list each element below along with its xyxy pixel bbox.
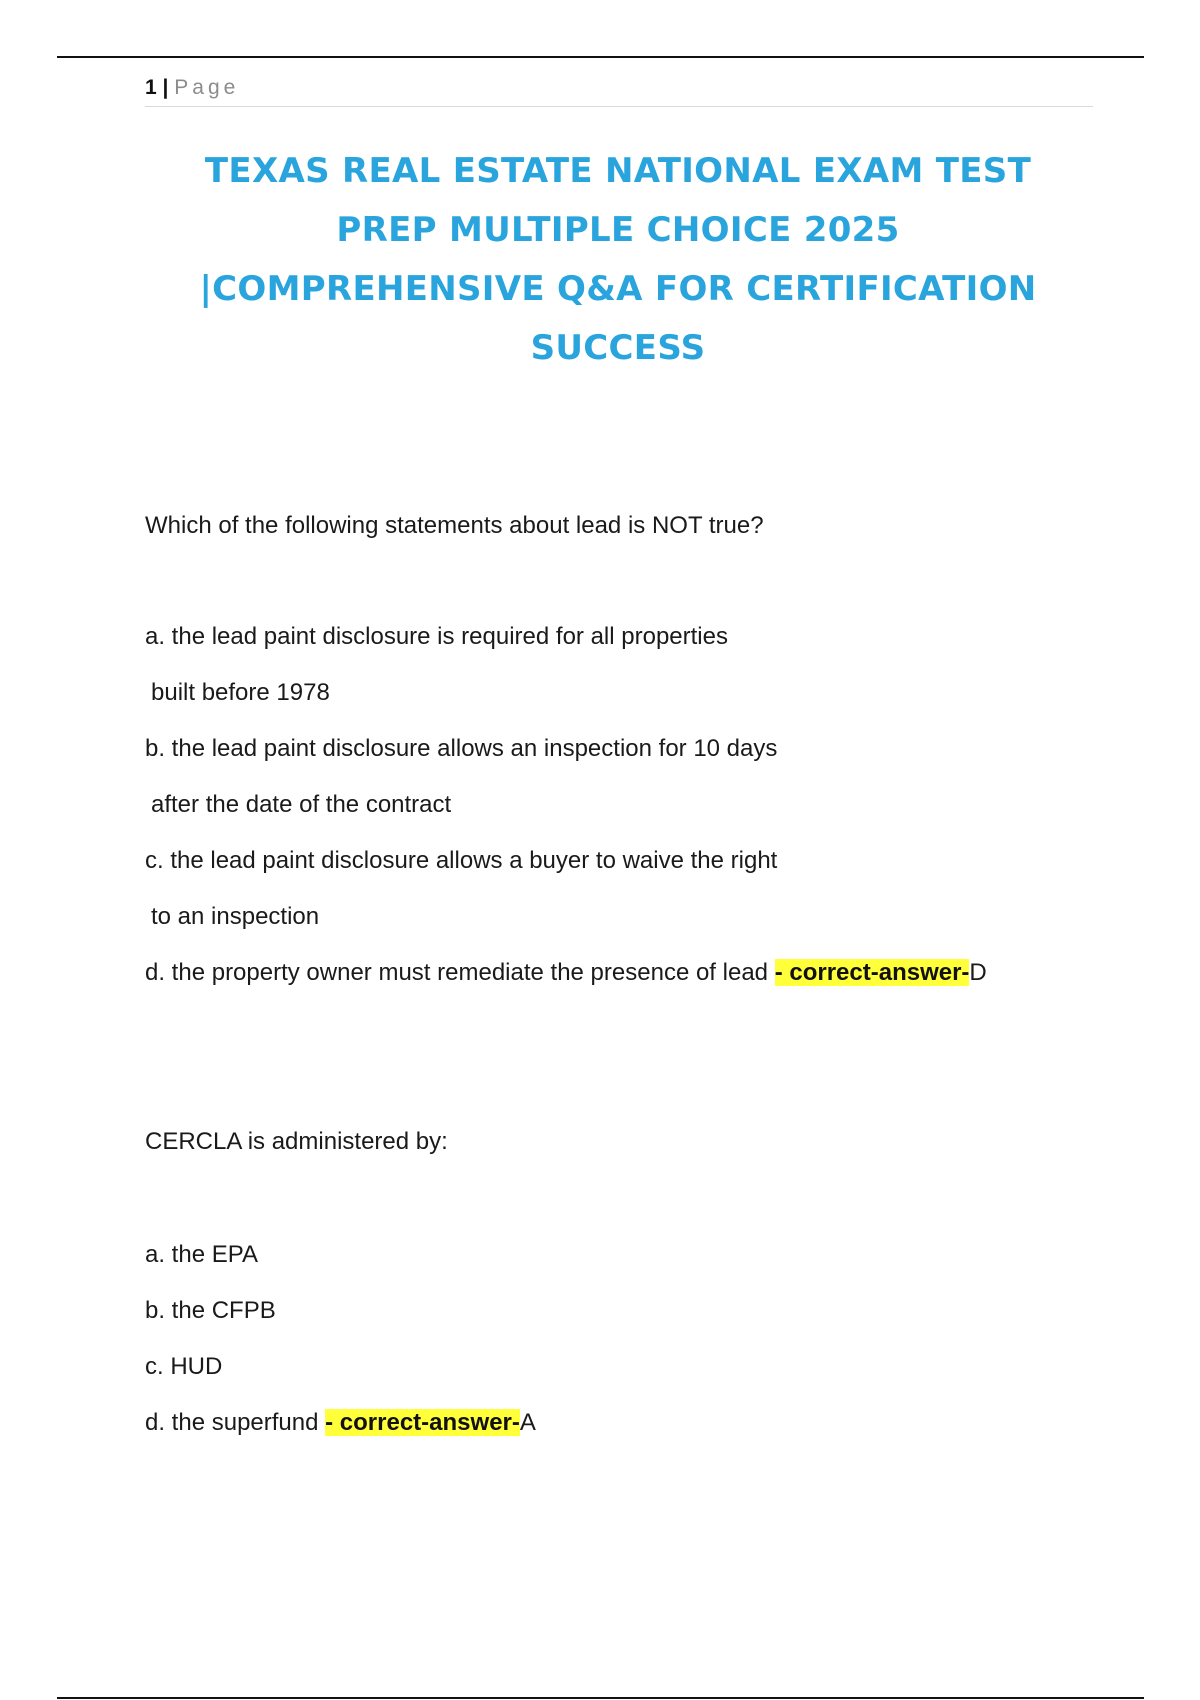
question-2-options: [145, 1238, 1125, 1462]
title-line: TEXAS REAL ESTATE NATIONAL EXAM TEST: [204, 151, 1032, 191]
answer-letter: A: [519, 1409, 536, 1436]
option-a: a. the EPA: [145, 1241, 258, 1268]
option-b: b. the CFPB: [145, 1297, 276, 1324]
option-c-continued: to an inspection: [151, 903, 320, 930]
title-line: SUCCESS: [530, 328, 706, 368]
title-line: PREP MULTIPLE CHOICE 2025: [336, 210, 900, 250]
bottom-rule: [57, 1697, 1144, 1699]
answer-letter: D: [969, 959, 987, 986]
question-text: Which of the following statements about lead is NOT true?: [145, 512, 764, 539]
option-d: d. the superfund - correct-answer-A: [145, 1409, 536, 1436]
option-b: b. the lead paint disclosure allows an inspection for 10 days: [145, 735, 778, 762]
option-c: c. the lead paint disclosure allows a buyer to waive the right: [145, 847, 778, 874]
option-b-continued: after the date of the contract: [151, 791, 452, 818]
page-number: 1: [145, 76, 157, 99]
top-rule: [57, 56, 1144, 58]
option-c: c. HUD: [145, 1353, 223, 1380]
option-d: d. the property owner must remediate the presence of lead - correct-answer-D: [145, 959, 987, 986]
option-a: a. the lead paint disclosure is required for all properties: [145, 623, 728, 650]
question-1-text: [145, 512, 1125, 540]
correct-answer-highlight: - correct-answer-: [325, 1409, 520, 1436]
page-label: Page: [174, 76, 240, 99]
option-a-continued: built before 1978: [151, 679, 330, 706]
document-title: [120, 142, 1116, 378]
question-1-options: [145, 620, 1125, 1012]
question-2-text: [145, 1128, 1125, 1156]
page-separator: |: [162, 76, 169, 99]
page-header: [145, 74, 1093, 107]
title-line: |COMPREHENSIVE Q&A FOR CERTIFICATION: [199, 269, 1037, 309]
correct-answer-highlight: - correct-answer-: [774, 959, 970, 986]
question-text: CERCLA is administered by:: [145, 1128, 448, 1155]
